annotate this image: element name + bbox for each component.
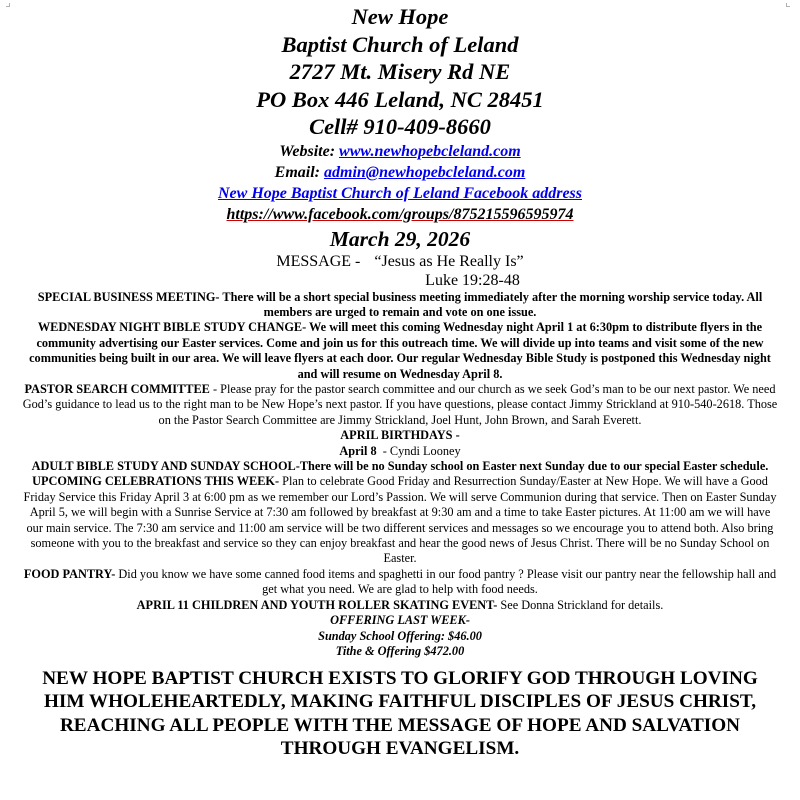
message-line — [20, 252, 780, 271]
business-meeting-section — [20, 290, 780, 321]
website-line — [20, 141, 780, 162]
email-line — [20, 162, 780, 183]
business-meeting-text: There will be a short special business meeting immediately after the morning worship service today. All members are urged to remain and vote on one issue. — [219, 289, 763, 319]
tithe-offering: Tithe & Offering $472.00 — [335, 644, 465, 659]
celebrations-text: Plan to celebrate Good Friday and Resurrection Sunday/Easter at New Hope. We will have a Good Friday Service this Friday April 3 at 6:00 pm as we remember our Lord’s Passion. We will serve Communion during that service. Then on Easter Sunday April 5, we will begin with a Sunrise Service at 7:30 am followed by breakfast at 9:30 am and a time to take Easter pictures. At 11:00 am we will have our main service. The 7:30 am service and 11:00 am service will be two different services and messages so we encourage you to attend both. Also bring someone with you to the breakfast and service so they can enjoy breakfast and hear the good news of Jesus Christ. There will be no Sunday School on Easter. — [23, 474, 777, 566]
email-label: Email: — [274, 163, 325, 181]
offering-title: OFFERING LAST WEEK- — [330, 613, 470, 628]
scripture-reference: Luke 19:28-48 — [425, 271, 520, 289]
adult-study-title: ADULT BIBLE STUDY AND SUNDAY SCHOOL- — [31, 458, 300, 473]
skating-event-section — [20, 598, 780, 613]
church-name-line2: Baptist Church of Leland — [281, 31, 519, 57]
church-name-line1: New Hope — [351, 4, 449, 29]
service-date: March 29, 2026 — [329, 226, 471, 251]
birthday-entry — [20, 444, 780, 459]
wednesday-study-title: WEDNESDAY NIGHT BIBLE STUDY CHANGE- — [37, 320, 307, 335]
celebrations-title: UPCOMING CELEBRATIONS THIS WEEK- — [32, 474, 280, 489]
website-label: Website: — [279, 142, 340, 160]
facebook-link[interactable]: New Hope Baptist Church of Leland Facebook address — [217, 184, 582, 202]
mission-statement: NEW HOPE BAPTIST CHURCH EXISTS TO GLORIFY GOD THROUGH LOVING HIM WHOLEHEARTEDLY, MAKING FAITHFUL DISCIPLES OF JESUS CHRIST, REACHING ALL PEOPLE WITH THE MESSAGE OF HOPE AND SALVATION THROUGH EVANGELISM. — [42, 667, 758, 760]
wednesday-study-text: We will meet this coming Wednesday night April 1 at 6:30pm to distribute flyers in the community advertising our Easter services. Come and join us for this outreach time. We will divide up into teams and visit some of the new communities being built in our area. We will leave flyers at each door. Our regular Wednesday Bible Study is postponed this Wednesday night and will resume on Wednesday April 8. — [29, 320, 771, 381]
sunday-school-offering: Sunday School Offering: $46.00 — [318, 628, 482, 643]
church-header — [20, 0, 780, 225]
pastor-search-section — [20, 382, 780, 428]
bulletin-page — [20, 0, 780, 761]
facebook-url: https://www.facebook.com/groups/875215596595974 — [226, 205, 574, 223]
pastor-search-title: PASTOR SEARCH COMMITTEE — [24, 381, 210, 396]
food-pantry-title: FOOD PANTRY- — [23, 566, 116, 581]
email-link[interactable]: admin@newhopebcleland.com — [324, 163, 526, 181]
birthday-name: - Cyndi Looney — [376, 443, 461, 458]
skating-event-title: APRIL 11 CHILDREN AND YOUTH ROLLER SKATING EVENT- — [136, 597, 498, 612]
celebrations-section — [20, 474, 780, 566]
skating-event-text: See Donna Strickland for details. — [497, 597, 664, 612]
corner-mark-left — [6, 3, 10, 7]
message-label: MESSAGE - — [276, 252, 361, 270]
food-pantry-text: Did you know we have some canned food items and spaghetti in our food pantry ? Please visit our pantry near the fellowship hall and get what you need. We are glad to help with food needs. — [115, 566, 777, 597]
business-meeting-title: SPECIAL BUSINESS MEETING- — [37, 289, 220, 304]
church-address: 2727 Mt. Misery Rd NE — [289, 59, 511, 84]
adult-study-section — [20, 459, 780, 474]
birthday-date: April 8 — [339, 443, 377, 458]
message-title: “Jesus as He Really Is” — [374, 252, 524, 270]
church-po-box: PO Box 446 Leland, NC 28451 — [256, 86, 544, 112]
adult-study-text: There will be no Sunday school on Easter next Sunday due to our special Easter schedule. — [299, 458, 769, 473]
church-cell: Cell# 910-409-8660 — [309, 114, 491, 139]
website-link[interactable]: www.newhopebcleland.com — [339, 142, 521, 160]
corner-mark-right — [786, 3, 790, 7]
wednesday-study-section — [20, 320, 780, 382]
birthdays-title: APRIL BIRTHDAYS - — [340, 428, 460, 443]
pastor-search-text: - Please pray for the pastor search committee and our church as we seek God’s man to be our next pastor. We need God’s guidance to lead us to the right man to be New Hope’s next pastor. If you have questions, please contact Jimmy Strickland at 910-540-2618. Those on the Pastor Search Committee are Jimmy Strickland, Joel Hunt, John Brown, and Sarah Everett. — [22, 381, 778, 427]
food-pantry-section — [20, 567, 780, 598]
